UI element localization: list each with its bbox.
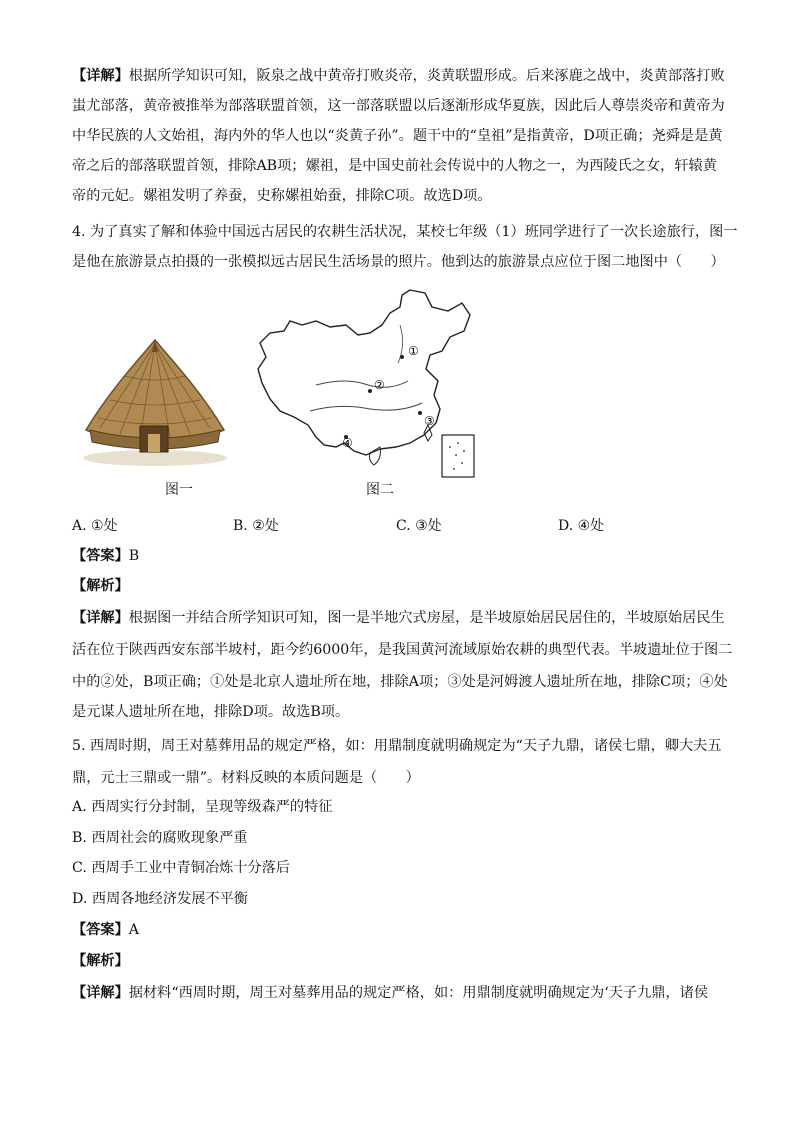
q5-stem-line-1: 5. 西周时期，周王对墓葬用品的规定严格，如：用鼎制度就明确规定为“天子九鼎，诸侯七鼎，卿大夫五 (72, 738, 722, 754)
q4-answer: 【答案】B (72, 548, 140, 564)
q3-detail-line-5: 帝的元妃。嫘祖发明了养蚕，史称嫘祖始蚕，排除C项。故选D项。 (72, 188, 492, 204)
detail-tag: 【详解】 (72, 68, 129, 84)
q3-detail-line-3: 中华民族的人文始祖，海内外的华人也以“炎黄子孙”。题干中的“皇祖”是指黄帝，D项正确；尧舜是是黄 (72, 128, 723, 144)
q5-stem-line-2: 鼎，元士三鼎或一鼎”。材料反映的本质问题是（ ） (72, 770, 420, 786)
hut-figure (80, 330, 230, 470)
marker-4: ④ (342, 436, 353, 450)
q3-detail-line-2: 蚩尤部落，黄帝被推举为部落联盟首领，这一部落联盟以后逐渐形成华夏族，因此后人尊崇炎帝和黄帝为 (72, 98, 725, 114)
marker-2: ② (374, 378, 385, 392)
q3-detail-line-1: 【详解】根据所学知识可知，阪泉之战中黄帝打败炎帝，炎黄联盟形成。后来涿鹿之战中，炎黄部落打败 (72, 68, 725, 84)
figure-1-caption: 图一 (165, 482, 193, 498)
q4-analysis-tag: 【解析】 (72, 578, 129, 594)
q4-stem-line-1: 4. 为了真实了解和体验中国远古居民的农耕生活状况，某校七年级（1）班同学进行了一次长途旅行，图一 (72, 224, 738, 240)
q4-option-b: B. ②处 (233, 518, 279, 534)
q5-option-b: B. 西周社会的腐败现象严重 (72, 830, 248, 846)
q4-detail-line-4: 是元谋人遗址所在地，排除D项。故选B项。 (72, 704, 350, 720)
q4-option-c: C. ③处 (396, 518, 442, 534)
q5-option-c: C. 西周手工业中青铜冶炼十分落后 (72, 860, 290, 876)
china-map (250, 285, 480, 480)
q4-option-d: D. ④处 (558, 518, 605, 534)
q4-detail-line-2: 活在位于陕西西安东部半坡村，距今约6000年，是我国黄河流域原始农耕的典型代表。半坡遗址位于图二 (72, 642, 733, 658)
marker-3: ③ (424, 414, 435, 428)
q4-stem-line-2: 是他在旅游景点拍摄的一张模拟远古居民生活场景的照片。他到达的旅游景点应位于图二地图中（ ） (72, 254, 725, 270)
q4-detail-line-1: 【详解】根据图一并结合所学知识可知，图一是半地穴式房屋，是半坡原始居民居住的，半坡原始居民生 (72, 610, 725, 626)
q4-option-a: A. ①处 (72, 518, 118, 534)
q5-option-d: D. 西周各地经济发展不平衡 (72, 891, 248, 907)
q3-detail-line-4: 帝之后的部落联盟首领，排除AB项；嫘祖，是中国史前社会传说中的人物之一，为西陵氏之女，轩辕黄 (72, 158, 717, 174)
figure-2-caption: 图二 (366, 482, 394, 498)
q5-answer: 【答案】A (72, 922, 140, 938)
q5-detail-line-1: 【详解】据材料“西周时期，周王对墓葬用品的规定严格，如：用鼎制度就明确规定为‘天子九鼎，诸侯 (72, 985, 709, 1001)
marker-1: ① (408, 344, 419, 358)
q4-detail-line-3: 中的②处，B项正确；①处是北京人遗址所在地，排除A项；③处是河姆渡人遗址所在地，排除C项；④处 (72, 674, 728, 690)
q5-option-a: A. 西周实行分封制，呈现等级森严的特征 (72, 799, 333, 815)
q5-analysis-tag: 【解析】 (72, 953, 129, 969)
